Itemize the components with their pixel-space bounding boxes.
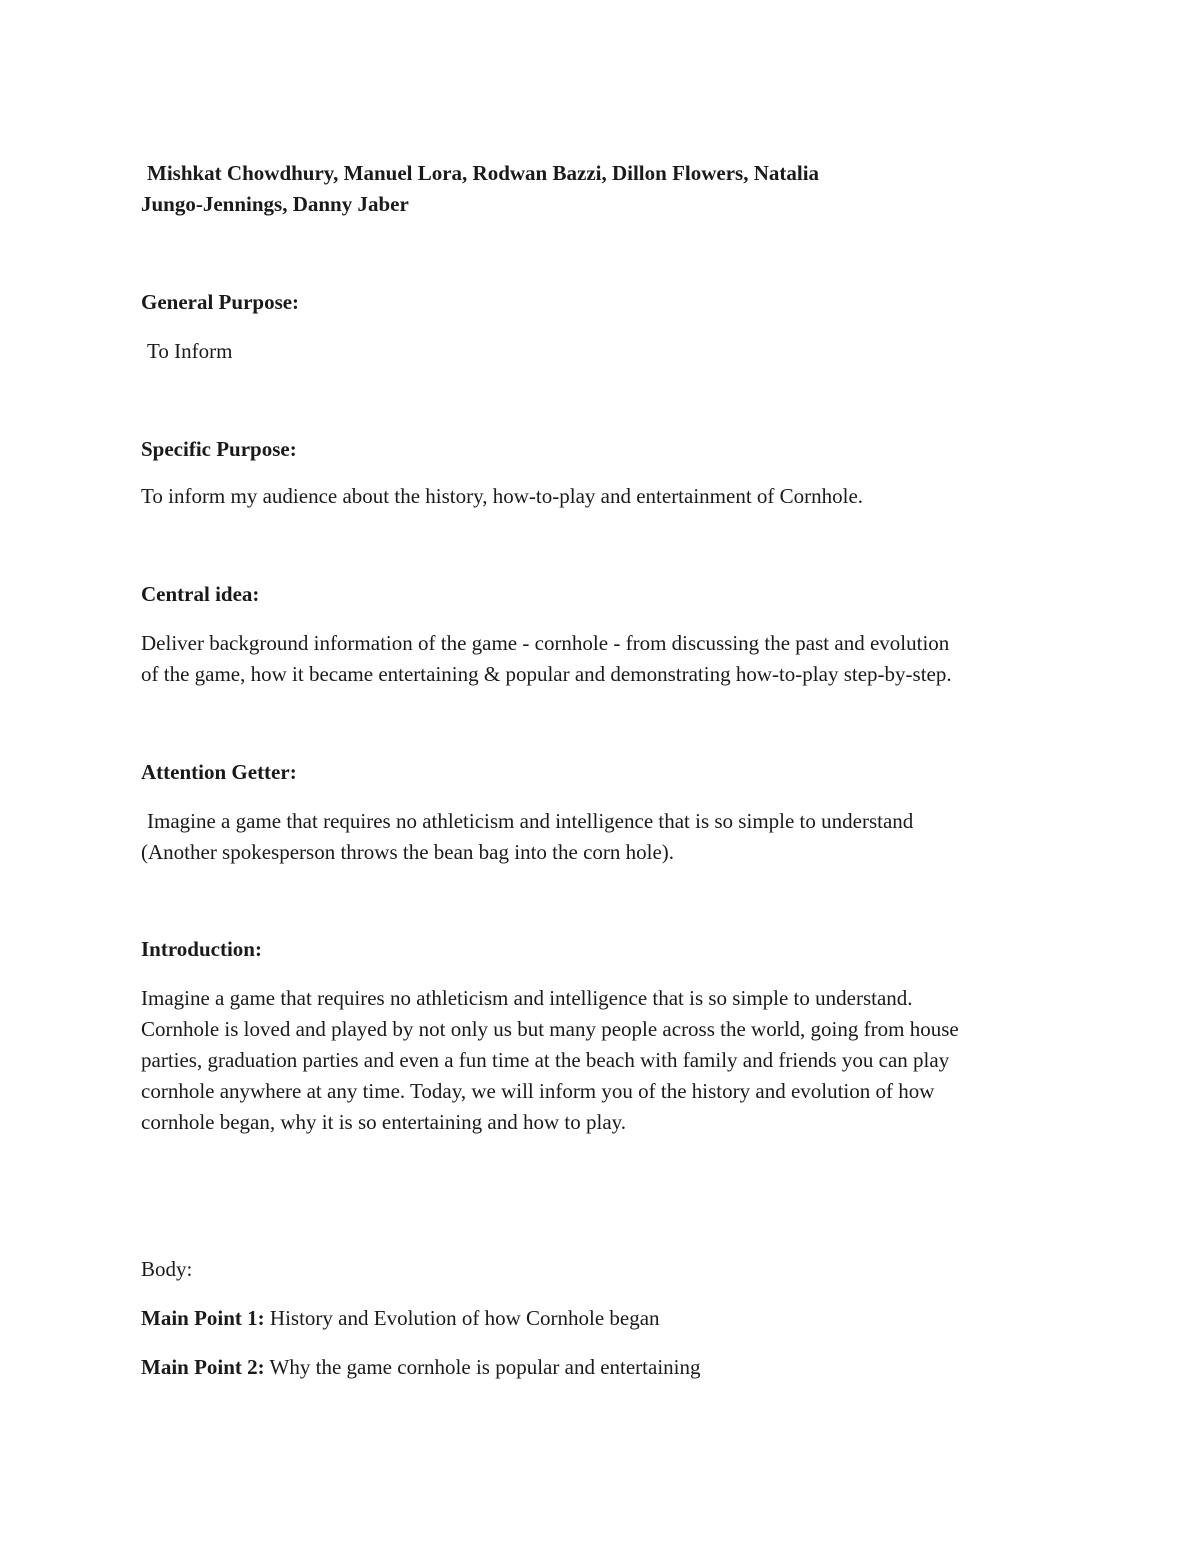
authors: [141, 158, 1071, 220]
introduction-line: Cornhole is loved and played by not only us but many people across the world, going from house: [141, 1017, 959, 1041]
attention-getter-text: [141, 806, 1071, 868]
introduction-line: Imagine a game that requires no athleticism and intelligence that is so simple to understand.: [141, 986, 913, 1010]
attention-getter-line-1: Imagine a game that requires no athleticism and intelligence that is so simple to understand: [147, 809, 914, 833]
introduction-line: parties, graduation parties and even a fun time at the beach with family and friends you can play: [141, 1048, 950, 1072]
main-point-2: [141, 1352, 1071, 1383]
specific-purpose-text: To inform my audience about the history, how-to-play and entertainment of Cornhole.: [141, 484, 864, 508]
attention-getter-line-2: (Another spokesperson throws the bean bag into the corn hole).: [141, 840, 675, 864]
authors-line-1: Mishkat Chowdhury, Manuel Lora, Rodwan Bazzi, Dillon Flowers, Natalia: [147, 161, 820, 185]
central-idea-line-1: Deliver background information of the game - cornhole - from discussing the past and evolution: [141, 631, 950, 655]
introduction-text: [141, 983, 1071, 1138]
main-point-2-label: Main Point 2:: [141, 1355, 265, 1379]
main-point-1-label: Main Point 1:: [141, 1306, 265, 1330]
general-purpose-text: To Inform: [147, 339, 233, 363]
attention-getter-heading: Attention Getter:: [141, 760, 297, 784]
specific-purpose-heading: Specific Purpose:: [141, 437, 297, 461]
main-point-1: [141, 1303, 1071, 1334]
main-point-1-text: History and Evolution of how Cornhole began: [264, 1306, 660, 1330]
body-label: Body:: [141, 1257, 193, 1281]
central-idea-heading: Central idea:: [141, 582, 260, 606]
central-idea-line-2: of the game, how it became entertaining & popular and demonstrating how-to-play step-by-step.: [141, 662, 952, 686]
authors-line-2: Jungo-Jennings, Danny Jaber: [141, 192, 409, 216]
introduction-line: cornhole began, why it is so entertaining and how to play.: [141, 1110, 627, 1134]
introduction-line: cornhole anywhere at any time. Today, we will inform you of the history and evolution of how: [141, 1079, 935, 1103]
main-point-2-text: Why the game cornhole is popular and entertaining: [264, 1355, 701, 1379]
general-purpose-heading: General Purpose:: [141, 290, 300, 314]
central-idea-text: [141, 628, 1071, 690]
introduction-heading: Introduction:: [141, 937, 262, 961]
